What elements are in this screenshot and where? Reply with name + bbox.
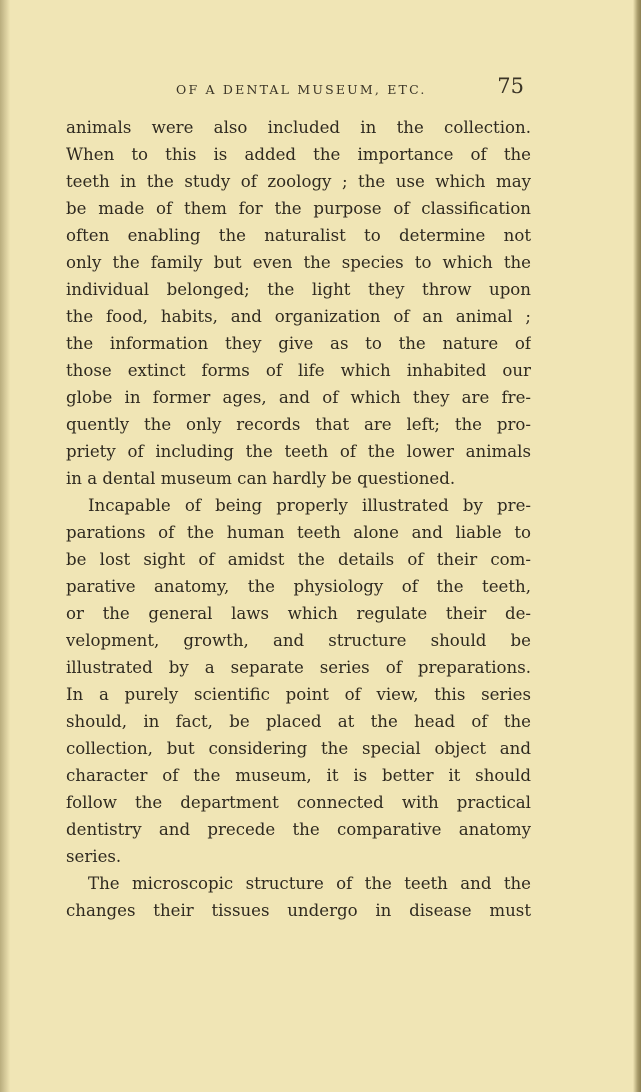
text-line: In a purely scientific point of view, this series [66, 685, 531, 704]
text-line: often enabling the naturalist to determine not [66, 226, 531, 245]
text-line: illustrated by a separate series of preparations. [66, 658, 531, 677]
text-line: the information they give as to the nature of [66, 334, 531, 353]
text-line: parative anatomy, the physiology of the teeth, [66, 577, 531, 596]
text-line: be lost sight of amidst the details of their com- [66, 550, 531, 569]
text-line: should, in fact, be placed at the head of the [66, 712, 531, 731]
text-line: be made of them for the purpose of classification [66, 199, 531, 218]
text-line: follow the department connected with practical [66, 793, 531, 812]
text-line: teeth in the study of zoology ; the use which may [66, 172, 531, 191]
text-line: or the general laws which regulate their de- [66, 604, 531, 623]
text-line: The microscopic structure of the teeth and the [88, 874, 531, 893]
text-line: the food, habits, and organization of an animal ; [66, 307, 531, 326]
text-line: dentistry and precede the comparative anatomy [66, 820, 531, 839]
text-line: globe in former ages, and of which they are fre- [66, 388, 531, 407]
text-line: velopment, growth, and structure should be [66, 631, 531, 650]
paragraph [66, 870, 531, 924]
page-header [68, 74, 528, 104]
text-line: Incapable of being properly illustrated by pre- [88, 496, 531, 515]
text-line: individual belonged; the light they throw upon [66, 280, 531, 299]
text-line: changes their tissues undergo in disease must [66, 901, 531, 920]
text-line: animals were also included in the collection. [66, 118, 531, 137]
text-line: When to this is added the importance of the [66, 145, 531, 164]
text-line: series. [66, 847, 122, 866]
page-edge [633, 0, 641, 1092]
binding-shadow [0, 0, 10, 1092]
text-line: quently the only records that are left; the pro- [66, 415, 531, 434]
text-line: character of the museum, it is better it should [66, 766, 531, 785]
text-line: collection, but considering the special object and [66, 739, 531, 758]
page-number: 75 [497, 74, 524, 98]
text-line: parations of the human teeth alone and liable to [66, 523, 531, 542]
text-line: those extinct forms of life which inhabited our [66, 361, 531, 380]
running-head: OF A DENTAL MUSEUM, ETC. [176, 82, 427, 97]
paragraph [66, 114, 531, 492]
body-text [66, 114, 531, 924]
text-line: in a dental museum can hardly be questioned. [66, 469, 456, 488]
text-line: priety of including the teeth of the lower animals [66, 442, 531, 461]
paragraph [66, 492, 531, 870]
text-line: only the family but even the species to which the [66, 253, 531, 272]
